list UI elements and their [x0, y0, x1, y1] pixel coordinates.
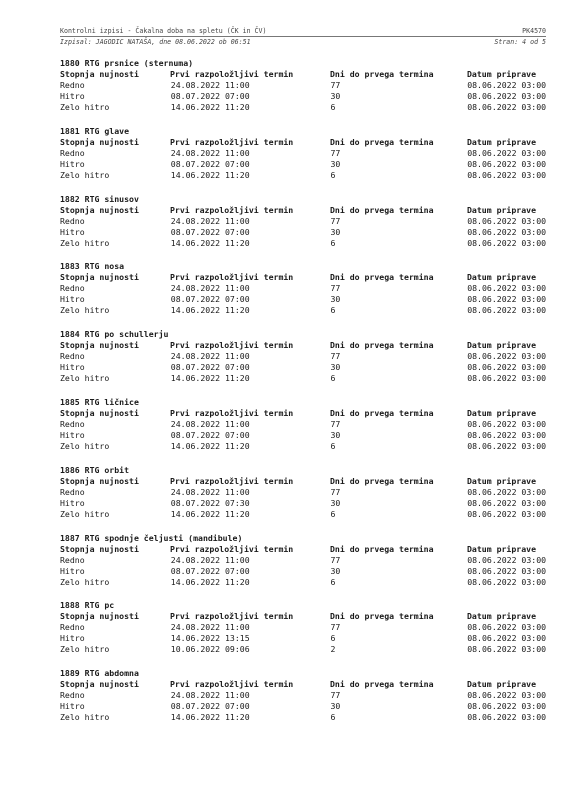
column-header-urgency: Stopnja nujnosti	[60, 136, 139, 147]
prep-date-cell: 08.06.2022 03:00	[467, 80, 547, 90]
column-header-prep-date: Datum priprave	[467, 611, 537, 622]
prep-date-cell: 08.06.2022 03:00	[467, 429, 547, 440]
column-header-days: Dni do prvega termina	[330, 543, 434, 554]
first-slot-cell: 14.06.2022 11:20	[170, 305, 250, 316]
urgency-cell: Zelo hitro	[60, 237, 110, 248]
section-title: 1887 RTG spodnje čeljusti (mandibule)	[60, 532, 243, 543]
prep-date-cell: 08.06.2022 03:00	[467, 158, 547, 169]
prep-date-cell: 08.06.2022 03:00	[467, 701, 547, 712]
table-header-row	[60, 340, 566, 351]
urgency-cell: Hitro	[60, 701, 85, 712]
table-row	[60, 102, 566, 113]
column-header-first-slot: Prvi razpoložljivi termin	[170, 136, 294, 147]
column-header-first-slot: Prvi razpoložljivi termin	[170, 679, 294, 690]
prep-date-cell: 08.06.2022 03:00	[467, 215, 547, 226]
table-row	[60, 148, 566, 159]
exam-section	[60, 125, 566, 193]
section-title: 1881 RTG glave	[60, 125, 130, 136]
table-row	[60, 622, 566, 633]
column-header-days: Dni do prvega termina	[330, 679, 434, 690]
section-title: 1884 RTG po schullerju	[60, 329, 169, 340]
days-cell: 6	[330, 440, 336, 451]
table-row	[60, 509, 566, 520]
prep-date-cell: 08.06.2022 03:00	[467, 712, 547, 723]
days-cell: 30	[330, 294, 341, 305]
first-slot-cell: 08.07.2022 07:00	[170, 565, 250, 576]
first-slot-cell: 08.07.2022 07:00	[170, 91, 250, 101]
first-slot-cell: 24.08.2022 11:00	[170, 554, 250, 565]
section-title: 1886 RTG orbit	[60, 464, 130, 475]
table-row	[60, 419, 566, 430]
report-subheader	[60, 38, 546, 46]
column-header-first-slot: Prvi razpoložljivi termin	[170, 204, 294, 215]
days-cell: 6	[330, 373, 336, 384]
first-slot-cell: 10.06.2022 09:06	[170, 644, 250, 655]
prep-date-cell: 08.06.2022 03:00	[467, 102, 547, 112]
report-code: PK4570	[522, 27, 546, 35]
column-header-urgency: Stopnja nujnosti	[60, 543, 139, 554]
prep-date-cell: 08.06.2022 03:00	[467, 497, 547, 508]
days-cell: 77	[330, 690, 341, 701]
urgency-cell: Redno	[60, 690, 85, 701]
column-header-prep-date: Datum priprave	[467, 543, 537, 554]
column-header-first-slot: Prvi razpoložljivi termin	[170, 407, 294, 418]
exam-section	[60, 396, 566, 464]
urgency-cell: Redno	[60, 486, 85, 497]
prep-date-cell: 08.06.2022 03:00	[467, 418, 547, 429]
urgency-cell: Hitro	[60, 294, 85, 305]
table-header-row	[60, 408, 566, 419]
days-cell: 30	[330, 226, 341, 237]
urgency-cell: Redno	[60, 622, 85, 633]
urgency-cell: Zelo hitro	[60, 440, 110, 451]
first-slot-cell: 08.07.2022 07:00	[170, 701, 250, 712]
first-slot-cell: 24.08.2022 11:00	[170, 215, 250, 226]
days-cell: 77	[330, 554, 341, 565]
prep-date-cell: 08.06.2022 03:00	[467, 373, 547, 384]
column-header-days: Dni do prvega termina	[330, 204, 434, 215]
days-cell: 6	[330, 508, 336, 519]
urgency-cell: Hitro	[60, 497, 85, 508]
prep-date-cell: 08.06.2022 03:00	[467, 554, 547, 565]
table-row	[60, 91, 566, 102]
table-row	[60, 362, 566, 373]
days-cell: 77	[330, 351, 341, 362]
first-slot-cell: 24.08.2022 11:00	[170, 351, 250, 362]
urgency-cell: Zelo hitro	[60, 712, 110, 723]
prep-date-cell: 08.06.2022 03:00	[467, 690, 547, 701]
first-slot-cell: 08.07.2022 07:00	[170, 226, 250, 237]
prep-date-cell: 08.06.2022 03:00	[467, 644, 547, 655]
first-slot-cell: 14.06.2022 13:15	[170, 633, 250, 644]
table-row	[60, 80, 566, 91]
first-slot-cell: 24.08.2022 11:00	[170, 80, 250, 90]
table-row	[60, 712, 566, 723]
section-title: 1882 RTG sinusov	[60, 193, 139, 204]
section-title: 1888 RTG pc	[60, 600, 115, 611]
prep-date-cell: 08.06.2022 03:00	[467, 622, 547, 633]
days-cell: 30	[330, 91, 341, 101]
column-header-urgency: Stopnja nujnosti	[60, 272, 139, 283]
sections-list	[60, 57, 566, 735]
column-header-prep-date: Datum priprave	[467, 679, 537, 690]
exam-section	[60, 532, 566, 600]
table-header-row	[60, 679, 566, 690]
table-header-row	[60, 544, 566, 555]
column-header-first-slot: Prvi razpoložljivi termin	[170, 543, 294, 554]
days-cell: 77	[330, 80, 341, 90]
column-header-days: Dni do prvega termina	[330, 340, 434, 351]
column-header-days: Dni do prvega termina	[330, 136, 434, 147]
urgency-cell: Zelo hitro	[60, 305, 110, 316]
urgency-cell: Redno	[60, 147, 85, 158]
table-row	[60, 305, 566, 316]
first-slot-cell: 24.08.2022 11:00	[170, 690, 250, 701]
report-header	[60, 27, 546, 35]
prep-date-cell: 08.06.2022 03:00	[467, 294, 547, 305]
section-title: 1885 RTG ličnice	[60, 396, 139, 407]
table-header-row	[60, 272, 566, 283]
prep-date-cell: 08.06.2022 03:00	[467, 91, 547, 101]
days-cell: 77	[330, 622, 341, 633]
table-row	[60, 373, 566, 384]
table-header-row	[60, 69, 566, 80]
days-cell: 77	[330, 147, 341, 158]
urgency-cell: Hitro	[60, 362, 85, 373]
first-slot-cell: 14.06.2022 11:20	[170, 373, 250, 384]
column-header-urgency: Stopnja nujnosti	[60, 69, 139, 79]
exam-section	[60, 599, 566, 667]
urgency-cell: Hitro	[60, 91, 85, 101]
table-row	[60, 227, 566, 238]
report-title: Kontrolni izpisi - Čakalna doba na spletu (ČK in ČV)	[60, 27, 267, 35]
table-header-row	[60, 611, 566, 622]
column-header-first-slot: Prvi razpoložljivi termin	[170, 272, 294, 283]
prep-date-cell: 08.06.2022 03:00	[467, 440, 547, 451]
column-header-first-slot: Prvi razpoložljivi termin	[170, 340, 294, 351]
column-header-prep-date: Datum priprave	[467, 475, 537, 486]
days-cell: 30	[330, 497, 341, 508]
table-row	[60, 441, 566, 452]
table-row	[60, 430, 566, 441]
urgency-cell: Hitro	[60, 226, 85, 237]
table-header-row	[60, 205, 566, 216]
prep-date-cell: 08.06.2022 03:00	[467, 633, 547, 644]
exam-section	[60, 667, 566, 735]
days-cell: 30	[330, 701, 341, 712]
column-header-days: Dni do prvega termina	[330, 475, 434, 486]
urgency-cell: Hitro	[60, 565, 85, 576]
column-header-urgency: Stopnja nujnosti	[60, 204, 139, 215]
table-row	[60, 294, 566, 305]
section-title: 1889 RTG abdomna	[60, 668, 139, 679]
table-row	[60, 351, 566, 362]
table-header-row	[60, 137, 566, 148]
column-header-first-slot: Prvi razpoložljivi termin	[170, 475, 294, 486]
column-header-urgency: Stopnja nujnosti	[60, 475, 139, 486]
days-cell: 6	[330, 633, 336, 644]
column-header-urgency: Stopnja nujnosti	[60, 679, 139, 690]
urgency-cell: Redno	[60, 554, 85, 565]
table-row	[60, 283, 566, 294]
first-slot-cell: 14.06.2022 11:20	[170, 102, 250, 112]
first-slot-cell: 24.08.2022 11:00	[170, 283, 250, 294]
exam-section	[60, 464, 566, 532]
exam-section	[60, 57, 566, 125]
table-row	[60, 238, 566, 249]
exam-section	[60, 260, 566, 328]
prep-date-cell: 08.06.2022 03:00	[467, 508, 547, 519]
first-slot-cell: 24.08.2022 11:00	[170, 418, 250, 429]
prep-date-cell: 08.06.2022 03:00	[467, 283, 547, 294]
column-header-urgency: Stopnja nujnosti	[60, 340, 139, 351]
section-title: 1880 RTG prsnice (sternuma)	[60, 58, 194, 68]
column-header-days: Dni do prvega termina	[330, 611, 434, 622]
column-header-prep-date: Datum priprave	[467, 69, 537, 79]
urgency-cell: Hitro	[60, 158, 85, 169]
page-info: Stran: 4 od 5	[494, 38, 546, 46]
table-row	[60, 487, 566, 498]
table-row	[60, 690, 566, 701]
column-header-prep-date: Datum priprave	[467, 340, 537, 351]
urgency-cell: Hitro	[60, 633, 85, 644]
table-row	[60, 633, 566, 644]
days-cell: 6	[330, 102, 336, 112]
column-header-days: Dni do prvega termina	[330, 69, 434, 79]
column-header-first-slot: Prvi razpoložljivi termin	[170, 69, 294, 79]
first-slot-cell: 14.06.2022 11:20	[170, 237, 250, 248]
table-row	[60, 701, 566, 712]
days-cell: 6	[330, 305, 336, 316]
prep-date-cell: 08.06.2022 03:00	[467, 147, 547, 158]
first-slot-cell: 24.08.2022 11:00	[170, 147, 250, 158]
days-cell: 6	[330, 712, 336, 723]
days-cell: 6	[330, 169, 336, 180]
first-slot-cell: 08.07.2022 07:30	[170, 497, 250, 508]
urgency-cell: Hitro	[60, 429, 85, 440]
days-cell: 77	[330, 418, 341, 429]
table-row	[60, 566, 566, 577]
column-header-urgency: Stopnja nujnosti	[60, 407, 139, 418]
prep-date-cell: 08.06.2022 03:00	[467, 351, 547, 362]
exam-section	[60, 328, 566, 396]
prep-date-cell: 08.06.2022 03:00	[467, 362, 547, 373]
column-header-days: Dni do prvega termina	[330, 272, 434, 283]
urgency-cell: Zelo hitro	[60, 102, 110, 112]
table-row	[60, 159, 566, 170]
column-header-first-slot: Prvi razpoložljivi termin	[170, 611, 294, 622]
days-cell: 77	[330, 215, 341, 226]
days-cell: 30	[330, 429, 341, 440]
prep-date-cell: 08.06.2022 03:00	[467, 565, 547, 576]
days-cell: 77	[330, 283, 341, 294]
urgency-cell: Zelo hitro	[60, 576, 110, 587]
urgency-cell: Redno	[60, 215, 85, 226]
urgency-cell: Redno	[60, 283, 85, 294]
first-slot-cell: 14.06.2022 11:20	[170, 169, 250, 180]
first-slot-cell: 24.08.2022 11:00	[170, 486, 250, 497]
prep-date-cell: 08.06.2022 03:00	[467, 486, 547, 497]
first-slot-cell: 08.07.2022 07:00	[170, 158, 250, 169]
urgency-cell: Redno	[60, 418, 85, 429]
first-slot-cell: 08.07.2022 07:00	[170, 362, 250, 373]
table-row	[60, 170, 566, 181]
urgency-cell: Zelo hitro	[60, 373, 110, 384]
days-cell: 30	[330, 565, 341, 576]
first-slot-cell: 14.06.2022 11:20	[170, 508, 250, 519]
first-slot-cell: 14.06.2022 11:20	[170, 712, 250, 723]
column-header-prep-date: Datum priprave	[467, 407, 537, 418]
prep-date-cell: 08.06.2022 03:00	[467, 169, 547, 180]
first-slot-cell: 08.07.2022 07:00	[170, 429, 250, 440]
section-title: 1883 RTG nosa	[60, 261, 125, 272]
days-cell: 6	[330, 576, 336, 587]
days-cell: 30	[330, 158, 341, 169]
column-header-prep-date: Datum priprave	[467, 204, 537, 215]
column-header-prep-date: Datum priprave	[467, 272, 537, 283]
days-cell: 6	[330, 237, 336, 248]
first-slot-cell: 24.08.2022 11:00	[170, 622, 250, 633]
column-header-prep-date: Datum priprave	[467, 136, 537, 147]
table-row	[60, 577, 566, 588]
urgency-cell: Zelo hitro	[60, 508, 110, 519]
column-header-days: Dni do prvega termina	[330, 407, 434, 418]
urgency-cell: Redno	[60, 80, 85, 90]
prep-date-cell: 08.06.2022 03:00	[467, 576, 547, 587]
table-row	[60, 644, 566, 655]
first-slot-cell: 14.06.2022 11:20	[170, 576, 250, 587]
table-row	[60, 216, 566, 227]
days-cell: 77	[330, 486, 341, 497]
printed-by: Izpisal: JAGODIC NATAŠA, dne 08.06.2022 ob 06:51	[60, 38, 251, 46]
urgency-cell: Zelo hitro	[60, 644, 110, 655]
prep-date-cell: 08.06.2022 03:00	[467, 305, 547, 316]
header-divider	[60, 36, 546, 37]
table-header-row	[60, 476, 566, 487]
first-slot-cell: 08.07.2022 07:00	[170, 294, 250, 305]
prep-date-cell: 08.06.2022 03:00	[467, 237, 547, 248]
days-cell: 2	[330, 644, 336, 655]
table-row	[60, 555, 566, 566]
urgency-cell: Zelo hitro	[60, 169, 110, 180]
exam-section	[60, 193, 566, 261]
days-cell: 30	[330, 362, 341, 373]
urgency-cell: Redno	[60, 351, 85, 362]
column-header-urgency: Stopnja nujnosti	[60, 611, 139, 622]
first-slot-cell: 14.06.2022 11:20	[170, 440, 250, 451]
table-row	[60, 498, 566, 509]
prep-date-cell: 08.06.2022 03:00	[467, 226, 547, 237]
